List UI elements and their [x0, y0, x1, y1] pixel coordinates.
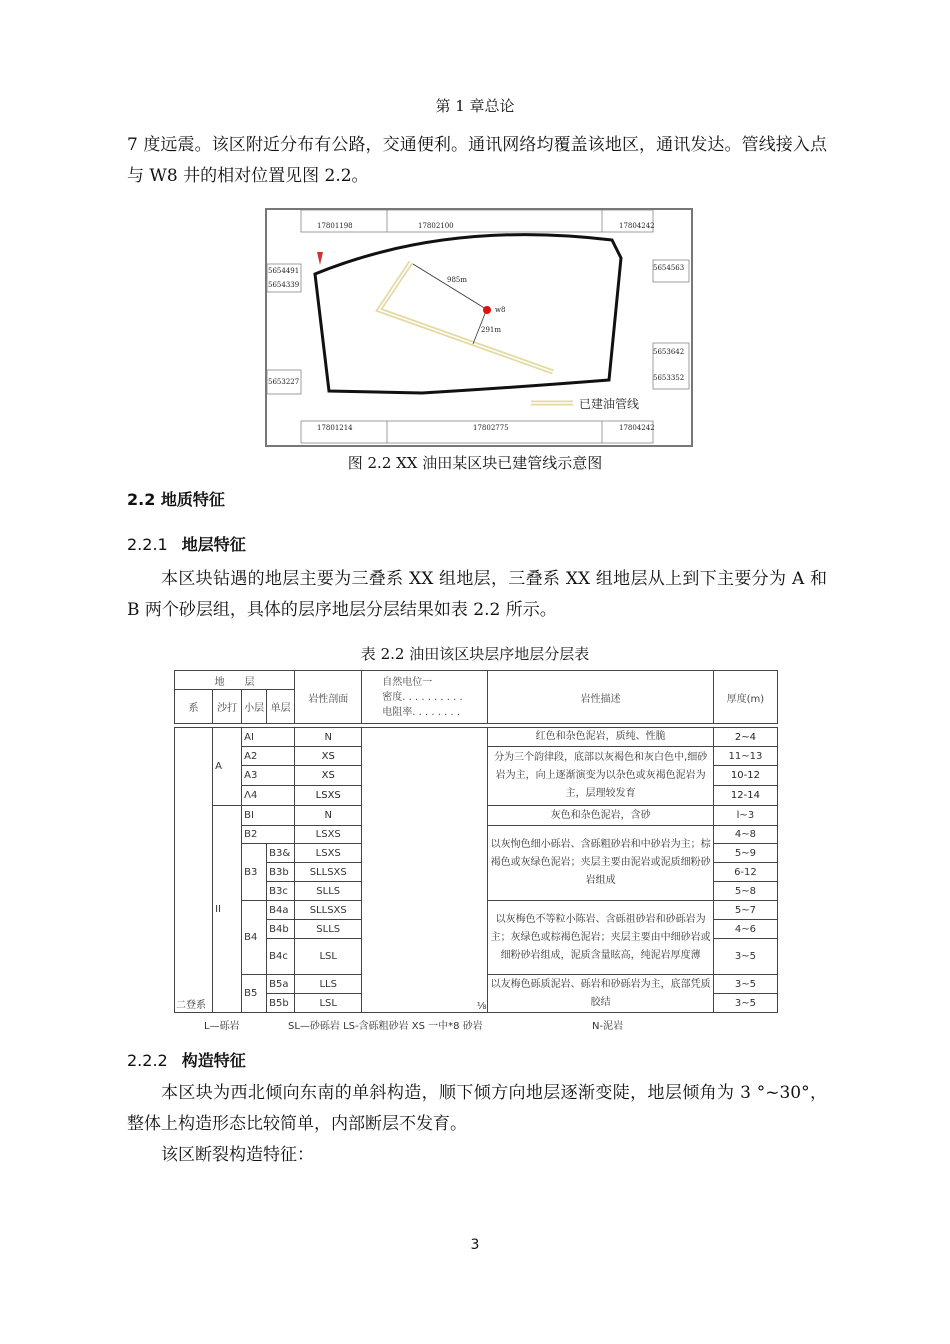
page-number: 3: [470, 1237, 480, 1253]
coord-left-1: 5654491: [268, 267, 300, 275]
profile-cell: LSL: [295, 939, 362, 975]
profile-cell: LSXS: [295, 826, 362, 844]
coord-top-3: 17804242: [619, 222, 655, 230]
section-heading-2-2: 2.2 地质特征: [127, 490, 225, 509]
fault-paragraph: 该区断裂构造特征：: [161, 1145, 314, 1165]
table-row: AI: [242, 728, 295, 747]
block-outline: [315, 235, 621, 393]
description-2: 分为三个韵律段，底部以灰褐色和灰白色中,细砂岩为主，向上逐渐演变为以杂色或灰褐色泥岩为主，层理较发育: [488, 747, 713, 806]
small-layer-b5: B5: [242, 975, 267, 1013]
header-stratum: 地 层: [175, 671, 295, 690]
coord-bottom-3: 17804242: [619, 424, 655, 432]
structure-paragraph: 本区块为西北倾向东南的单斜构造，顺下倾方向地层逐渐变陡，地层倾角为 3 °~30°，整体上构造形态比较简单，内部断层不发育。: [127, 1083, 827, 1134]
figure-caption: 图 2.2 XX 油田某区块已建管线示意图: [347, 454, 603, 472]
page-header: 第 1 章总论: [435, 97, 515, 115]
coord-left-2: 5654339: [268, 281, 300, 289]
table-row: B3&: [267, 844, 295, 863]
footnote-mudstone: N-泥岩: [592, 1021, 624, 1032]
description-6: 以友梅色砾质泥岩、砾岩和砂砾岩为主，底部凭质胶结: [488, 975, 713, 1013]
thickness-cell: 5~7: [713, 901, 777, 920]
legend-label: 已建油管线: [579, 397, 640, 411]
thickness-cell: 3~5: [713, 939, 777, 975]
pipeline-map-figure: [265, 208, 693, 447]
header-small-layer: 小层: [242, 690, 267, 724]
header-system: 系: [175, 690, 213, 724]
profile-cell: SLLS: [295, 882, 362, 901]
description-3: 灰色和杂色泥岩，含砂: [488, 806, 713, 826]
section-number: 2.2.1: [127, 535, 168, 554]
profile-cell: XS: [295, 747, 362, 766]
table-row: A2: [242, 747, 295, 766]
coord-bottom-2: 17802775: [473, 424, 509, 432]
well-w8-marker: [483, 306, 491, 314]
log-curve-cell: ⅛: [362, 728, 488, 1013]
profile-cell: LSXS: [295, 786, 362, 806]
section-heading-2-2-2: [127, 1048, 246, 1071]
coord-right-3: 5653352: [653, 374, 685, 382]
thickness-cell: 5~8: [713, 882, 777, 901]
well-label: w8: [495, 306, 506, 314]
header-logs: [362, 671, 488, 724]
header-description: 岩性描述: [488, 671, 713, 724]
group-a-cell: A: [213, 728, 242, 806]
header-profile: 岩性剖面: [295, 671, 362, 724]
table-row: B4c: [267, 939, 295, 975]
table-row: B3b: [267, 863, 295, 882]
footnote-conglomerate: L—砾岩: [204, 1021, 240, 1032]
thickness-cell: 6-12: [713, 863, 777, 882]
thickness-cell: 2~4: [713, 728, 777, 747]
profile-cell: N: [295, 728, 362, 747]
table-row: A3: [242, 766, 295, 786]
header-single-layer: 单层: [267, 690, 295, 724]
coord-right-2: 5653642: [653, 348, 685, 356]
stratigraphy-table: [174, 670, 778, 1013]
profile-cell: N: [295, 806, 362, 826]
group-b-cell: II: [213, 806, 242, 1013]
profile-cell: LLS: [295, 975, 362, 994]
profile-cell: SLLSXS: [295, 863, 362, 882]
table-row: Λ4: [242, 786, 295, 806]
thickness-cell: l~3: [713, 806, 777, 826]
description-5: 以灰梅色不等粒小陈岩、含砾祖砂岩和砂砾岩为主；灰绿色或棕褐色泥岩；夹层主要由中细砂岩或细粉砂岩组成，泥质含量眩高，纯泥岩厚度薄: [488, 901, 713, 975]
coord-left-3: 5653227: [268, 378, 300, 386]
thickness-cell: 10-12: [713, 766, 777, 786]
profile-cell: LSXS: [295, 844, 362, 863]
coord-top-1: 17801198: [317, 222, 353, 230]
table-row: B2: [242, 826, 295, 844]
strata-paragraph: 本区块钻遇的地层主要为三叠系 XX 组地层，三叠系 XX 组地层从上到下主要分为 A 和 B 两个砂层组，具体的层序地层分层结果如表 2.2 所示。: [127, 569, 827, 620]
section-title: 地层特征: [181, 535, 246, 554]
table-row: B5b: [267, 994, 295, 1013]
small-layer-b3: B3: [242, 844, 267, 901]
thickness-cell: 12-14: [713, 786, 777, 806]
profile-cell: LSL: [295, 994, 362, 1013]
footnote-sandstones: SL—砂砾岩 LS-含砾粗砂岩 XS 一中*8 砂岩: [288, 1021, 483, 1032]
table-row: BI: [242, 806, 295, 826]
table-row: B4b: [267, 920, 295, 939]
header-density: 密度. . . . . . . . . .: [382, 691, 463, 703]
header-resistivity: 电阻率. . . . . . . .: [382, 706, 460, 718]
profile-cell: XS: [295, 766, 362, 786]
thickness-cell: 3~5: [713, 975, 777, 994]
section-title: 构造特征: [181, 1051, 246, 1070]
profile-cell: SLLSXS: [295, 901, 362, 920]
header-thickness: 厚度(m): [713, 671, 777, 724]
coord-right-1: 5654563: [653, 264, 685, 272]
thickness-cell: 11~13: [713, 747, 777, 766]
thickness-cell: 4~8: [713, 826, 777, 844]
table-caption: 表 2.2 油田该区块层序地层分层表: [360, 645, 590, 663]
north-arrow-icon: [317, 252, 323, 265]
thickness-cell: 5~9: [713, 844, 777, 863]
header-sp: 自然电位一: [382, 676, 433, 688]
thickness-cell: 4~6: [713, 920, 777, 939]
coord-bottom-1: 17801214: [317, 424, 353, 432]
table-row: B4a: [267, 901, 295, 920]
table-row: B5a: [267, 975, 295, 994]
intro-paragraph: 7 度远震。该区附近分布有公路，交通便利。通讯网络均覆盖该地区，通讯发达。管线接入点与 W8 井的相对位置见图 2.2。: [127, 135, 827, 186]
header-sand-group: 沙打: [213, 690, 242, 724]
thickness-cell: 3~5: [713, 994, 777, 1013]
small-layer-b4: B4: [242, 901, 267, 975]
table-row: B3c: [267, 882, 295, 901]
section-heading-2-2-1: [127, 532, 246, 555]
distance-291m: 291m: [481, 326, 501, 334]
system-cell: 二登系: [175, 728, 213, 1013]
description-1: 红色和杂色泥岩，质纯、性脆: [488, 728, 713, 747]
distance-985m: 985m: [447, 276, 467, 284]
coord-top-2: 17802100: [418, 222, 454, 230]
description-4: 以灰恂色细小砾岩、含砾粗砂岩和中砂岩为主；棕褐色或灰绿色泥岩；夹层主要由泥岩或泥质细粉砂岩组成: [488, 826, 713, 901]
profile-cell: SLLS: [295, 920, 362, 939]
section-number: 2.2.2: [127, 1051, 168, 1070]
